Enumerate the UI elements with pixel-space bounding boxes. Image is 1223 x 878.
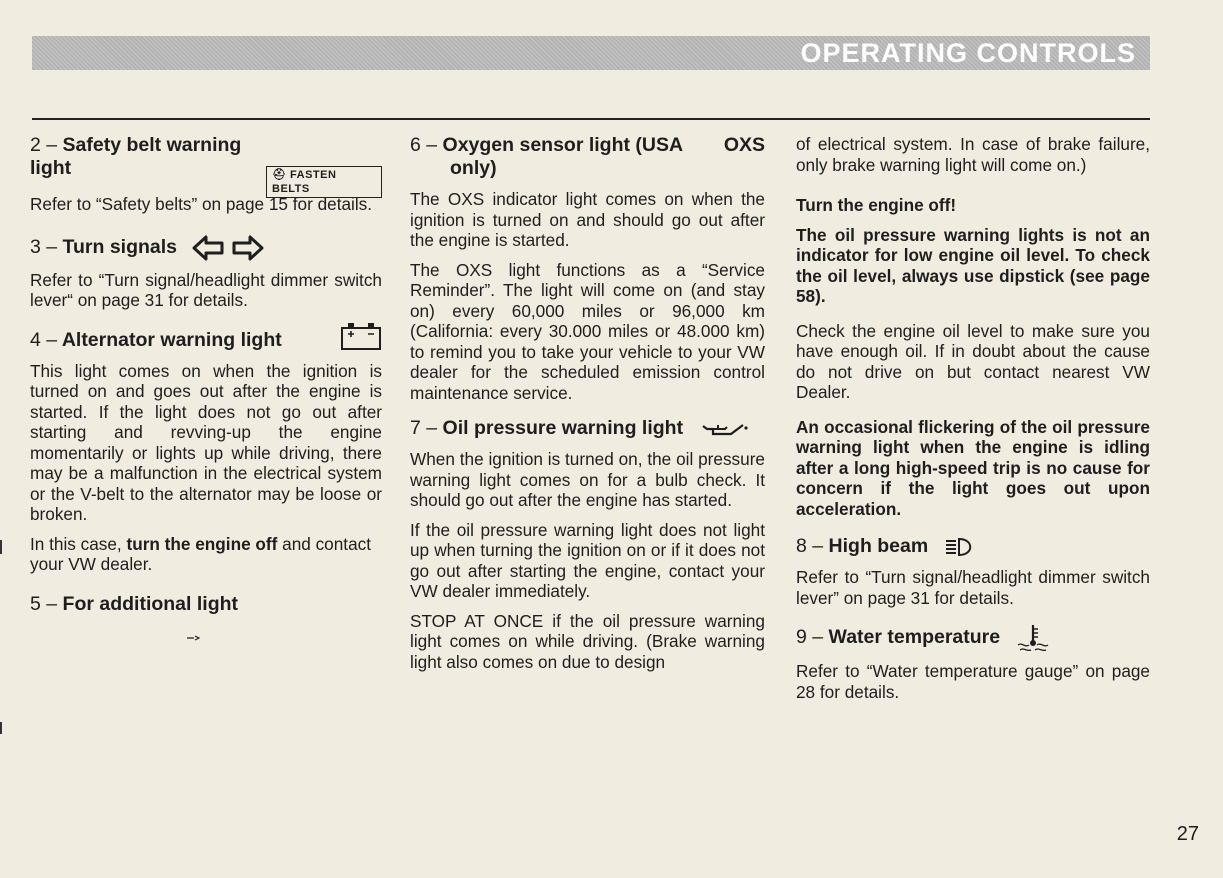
turn-signal-arrows-icon xyxy=(192,235,264,261)
section-4-action: In this case, turn the engine off and contact your VW dealer. xyxy=(30,533,372,574)
oil-can-icon xyxy=(699,419,749,439)
column-2 xyxy=(410,134,765,681)
warning-turn-off: Turn the engine off! xyxy=(796,195,957,215)
section-7-heading: 7 – Oil pressure warning light xyxy=(410,417,765,440)
section-2-body: Refer to “Safety belts” on page 15 for details. xyxy=(30,194,373,214)
oxs-code: OXS xyxy=(723,134,765,156)
header-rule xyxy=(32,118,1150,120)
header-banner xyxy=(32,36,1150,70)
section-9-heading: 9 – Water temperature xyxy=(796,624,1150,652)
section-3-heading: 3 – Turn signals xyxy=(30,235,382,261)
section-6-body-1: The OXS indicator light comes on when the ignition is turned on and should go out after the engine is started. xyxy=(410,189,765,250)
section-3-body: Refer to “Turn signal/headlight dimmer switch lever“ on page 31 for details. xyxy=(30,269,382,310)
section-7-body-1: When the ignition is turned on, the oil pressure warning light comes on for a bulb check. It should go out after the engine has started. xyxy=(410,449,765,510)
section-2-heading: 2 – Safety belt warning light xyxy=(30,134,242,179)
section-8-body: Refer to “Turn signal/headlight dimmer switch lever” on page 31 for details. xyxy=(796,567,1150,608)
water-temperature-icon xyxy=(1016,624,1050,652)
additional-light-icon xyxy=(186,635,200,641)
column-3 xyxy=(796,134,1150,711)
section-6-heading: 6 – Oxygen sensor light (USA only) OXS xyxy=(410,134,765,179)
fasten-belts-icon: ⛑ FASTEN BELTS xyxy=(266,166,382,198)
section-9-body: Refer to “Water temperature gauge” on page 28 for details. xyxy=(796,661,1150,702)
battery-icon xyxy=(340,321,382,351)
brake-continuation: of electrical system. In case of brake failure, only brake warning light will come on.) xyxy=(796,134,1150,175)
section-5-heading: 5 – For additional light xyxy=(30,592,239,615)
section-8-heading: 8 – High beam xyxy=(796,535,1150,558)
high-beam-icon xyxy=(944,536,978,558)
margin-mark xyxy=(0,540,2,554)
section-6-body-2: The OXS light functions as a “Service Reminder”. The light will come on (and stay on) every 60,000 miles or 96,000 km (California: every 30.000 miles or 48.000 km) to remind you to take your vehicle to your VW dealer for the scheduled emission control maintenance service. xyxy=(410,259,765,403)
check-oil-text: Check the engine oil level to make sure you have enough oil. If in doubt about the cause do not drive on but contact nearest VW Dealer. xyxy=(796,320,1150,402)
section-4-body: This light comes on when the ignition is turned on and goes out after the engine is started. If the light does not go out after starting and revving-up the engine momentarily or lights up while driving, there may be a malfunction in the electrical system or the V-belt to the alternator may be loose or broken. xyxy=(30,360,382,524)
section-4-heading: 4 – Alternator warning light xyxy=(30,329,382,352)
column-1 xyxy=(30,134,382,645)
page-number: 27 xyxy=(1176,823,1199,845)
section-7-body-2: If the oil pressure warning light does not light up when turning the ignition on or if it does not go out after starting the engine, contact your VW dealer immediately. xyxy=(410,519,765,601)
warning-oil-level: The oil pressure warning lights is not an indicator for low engine oil level. To check the oil level, always use dipstick (see page 58). xyxy=(796,224,1150,306)
warning-flicker: An occasional flickering of the oil pressure warning light when the engine is idling after a long high-speed trip is no cause for concern if the light goes out upon acceleration. xyxy=(796,416,1150,519)
margin-mark xyxy=(0,722,2,734)
section-title: OPERATING CONTROLS xyxy=(800,38,1136,68)
section-7-body-3: STOP AT ONCE if the oil pressure warning light comes on while driving. (Brake warning light also comes on due to design xyxy=(410,610,765,672)
